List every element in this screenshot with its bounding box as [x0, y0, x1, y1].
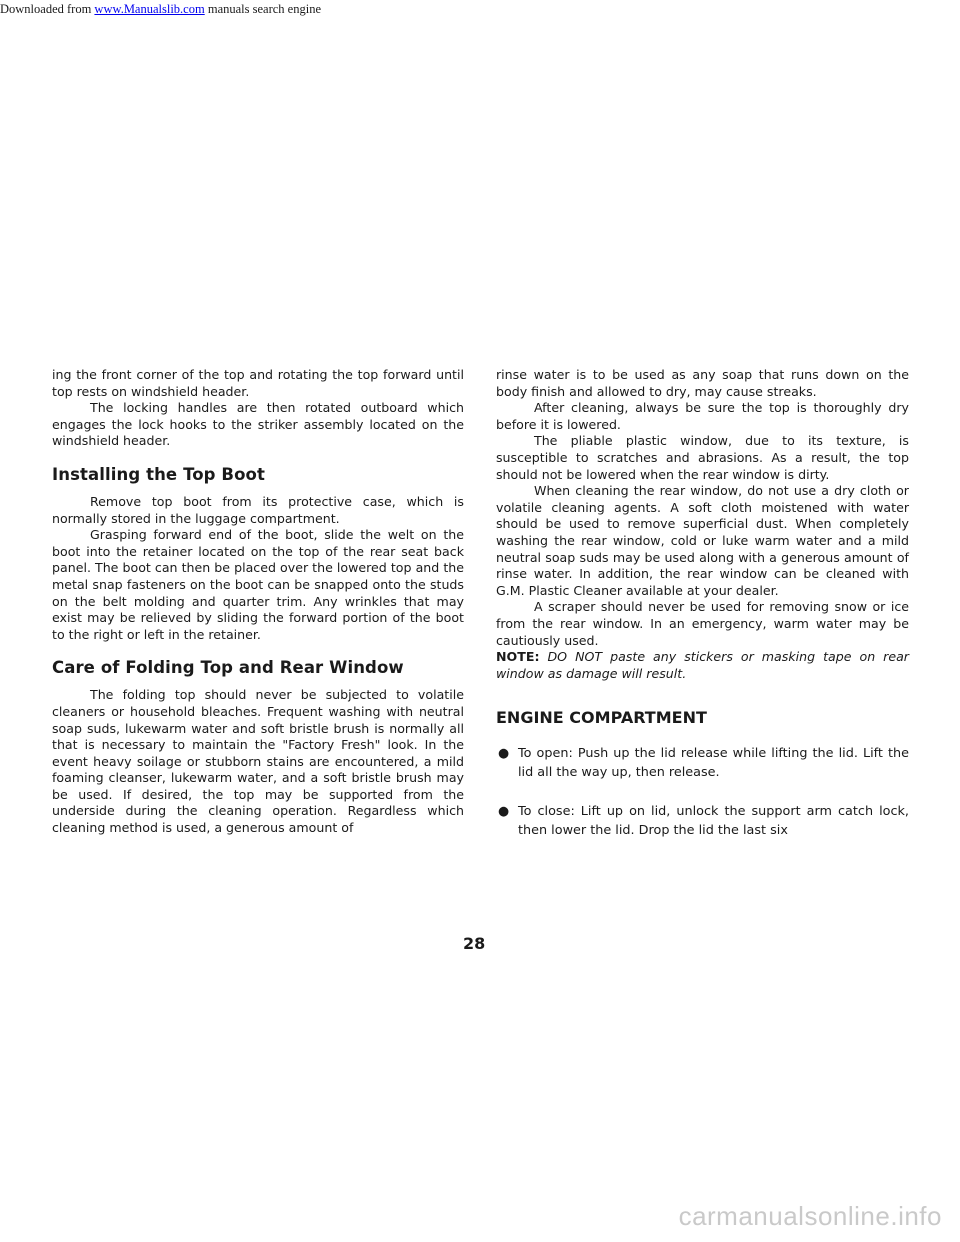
right-paragraph-3: The pliable plastic window, due to its texture, is susceptible to scratches and abrasions. As a result, the top should not be lowered when the rear window is dirty.	[496, 433, 909, 482]
right-paragraph-4: When cleaning the rear window, do not use a dry cloth or volatile cleaning agents. A soft cloth moistened with water should be used to remove superficial dust. When completely washing the rear window, cold or luke warm water and a mild neutral soap suds may be used along with a generous amount of rinse water. In addition, the rear window can be cleaned with G.M. Plastic Cleaner available at your dealer.	[496, 483, 909, 598]
header-prefix: Downloaded from	[0, 2, 95, 16]
heading-care-folding-top: Care of Folding Top and Rear Window	[52, 658, 404, 678]
watermark: carmanualsonline.info	[678, 1201, 942, 1231]
right-paragraph-2: After cleaning, always be sure the top is thoroughly dry before it is lowered.	[496, 400, 909, 432]
left-paragraph-4: Grasping forward end of the boot, slide the welt on the boot into the retainer located on the top of the rear seat back panel. The boot can then be placed over the lowered top and the metal snap fasteners on the boot can be snapped onto the studs on the belt molding and quarter trim. Any wrinkles that may exist may be relieved by sliding the forward portion of the boot to the right or left in the retainer.	[52, 527, 464, 642]
heading-installing-top-boot: Installing the Top Boot	[52, 464, 265, 484]
download-header	[0, 0, 960, 18]
note-block	[496, 649, 909, 682]
heading-engine-compartment: ENGINE COMPARTMENT	[496, 708, 707, 728]
left-paragraph-2: The locking handles are then rotated outboard which engages the lock hooks to the striker assembly located on the windshield header.	[52, 400, 464, 449]
left-paragraph-1: ing the front corner of the top and rotating the top forward until top rests on windshield header.	[52, 367, 464, 399]
header-suffix: manuals search engine	[204, 2, 321, 16]
bullet-dot-icon: ●	[498, 804, 510, 820]
manualslib-link[interactable]: www.Manualslib.com	[94, 2, 205, 16]
bullet-text-open: To open: Push up the lid release while lifting the lid. Lift the lid all the way up, then release.	[518, 746, 909, 781]
right-column	[496, 367, 909, 860]
right-paragraph-1: rinse water is to be used as any soap that runs down on the body finish and allowed to dry, may cause streaks.	[496, 367, 909, 399]
bullet-dot-icon: ●	[498, 746, 510, 762]
right-paragraph-5: A scraper should never be used for removing snow or ice from the rear window. In an emergency, warm water may be cautiously used.	[496, 599, 909, 648]
bullet-item	[496, 744, 909, 782]
left-paragraph-3: Remove top boot from its protective case, which is normally stored in the luggage compartment.	[52, 493, 464, 526]
left-paragraph-5: The folding top should never be subjected to volatile cleaners or household bleaches. Frequent washing with neutral soap suds, lukewarm water and soft bristle brush is normally all that is necessary to maintain the "Factory Fresh" look. In the event heavy soilage or stubborn stains are encountered, a mild foaming cleanser, lukewarm water, and a soft bristle brush may be used. If desired, the top may be supported from the underside during the cleaning operation. Regardless which cleaning method is used, a generous amount of	[52, 687, 464, 836]
page-number: 28	[463, 934, 486, 953]
left-column	[52, 367, 464, 837]
note-label: NOTE:	[496, 649, 540, 665]
note-text: DO NOT paste any stickers or masking tape on rear window as damage will result.	[496, 649, 909, 681]
bullet-item	[496, 802, 909, 840]
bullet-text-close: To close: Lift up on lid, unlock the support arm catch lock, then lower the lid. Drop the lid the last six	[518, 804, 909, 839]
